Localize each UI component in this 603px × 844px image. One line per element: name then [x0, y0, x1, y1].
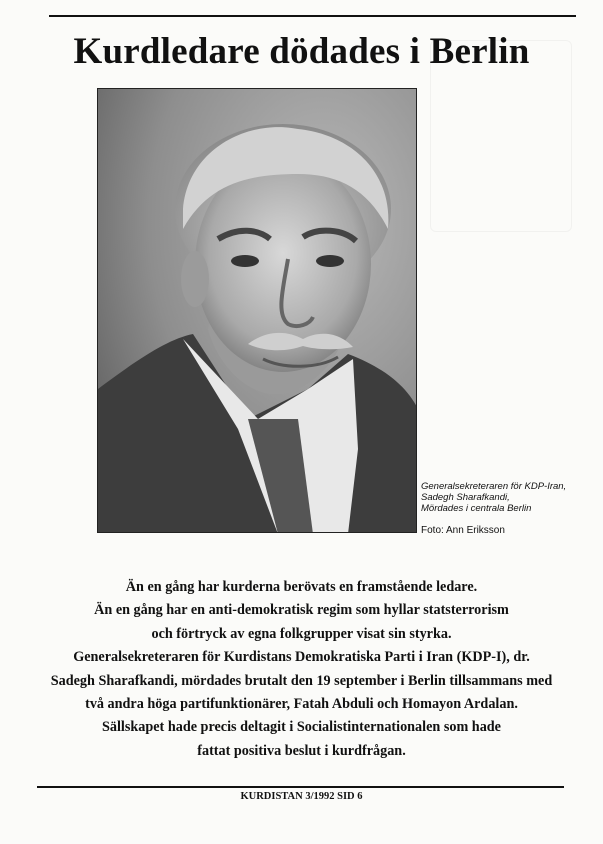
body-line: fattat positiva beslut i kurdfrågan.: [197, 742, 406, 759]
page-footer: KURDISTAN 3/1992 SID 6: [240, 791, 363, 802]
article-body: [40, 576, 563, 763]
bottom-rule: [37, 786, 564, 788]
top-rule: [49, 15, 576, 17]
body-line: två andra höga partifunktionärer, Fatah Abduli och Homayon Ardalan.: [85, 696, 518, 713]
body-line: Än en gång har kurderna berövats en framstående ledare.: [125, 579, 478, 595]
photo-credit: Foto: Ann Eriksson: [421, 525, 505, 536]
body-line: Sällskapet hade precis deltagit i Socialistinternationalen som hade: [102, 719, 501, 736]
caption-line: Sadegh Sharafkandi,: [421, 492, 510, 503]
caption-line: Generalsekreteraren för KDP-Iran,: [421, 481, 567, 492]
body-line: Sadegh Sharafkandi, mördades brutalt den 19 september i Berlin tillsammans med: [50, 672, 553, 689]
portrait-photo: [97, 88, 417, 533]
headline: Kurdledare dödades i Berlin: [73, 31, 530, 72]
photo-caption: [421, 481, 596, 514]
body-line: och förtryck av egna folkgrupper visat sin styrka.: [151, 625, 452, 642]
body-line: Generalsekreteraren för Kurdistans Demokratiska Parti i Iran (KDP-I), dr.: [73, 649, 530, 666]
body-line: Än en gång har en anti-demokratisk regim som hyllar statsterrorism: [94, 602, 509, 619]
caption-line: Mördades i centrala Berlin: [421, 503, 532, 514]
